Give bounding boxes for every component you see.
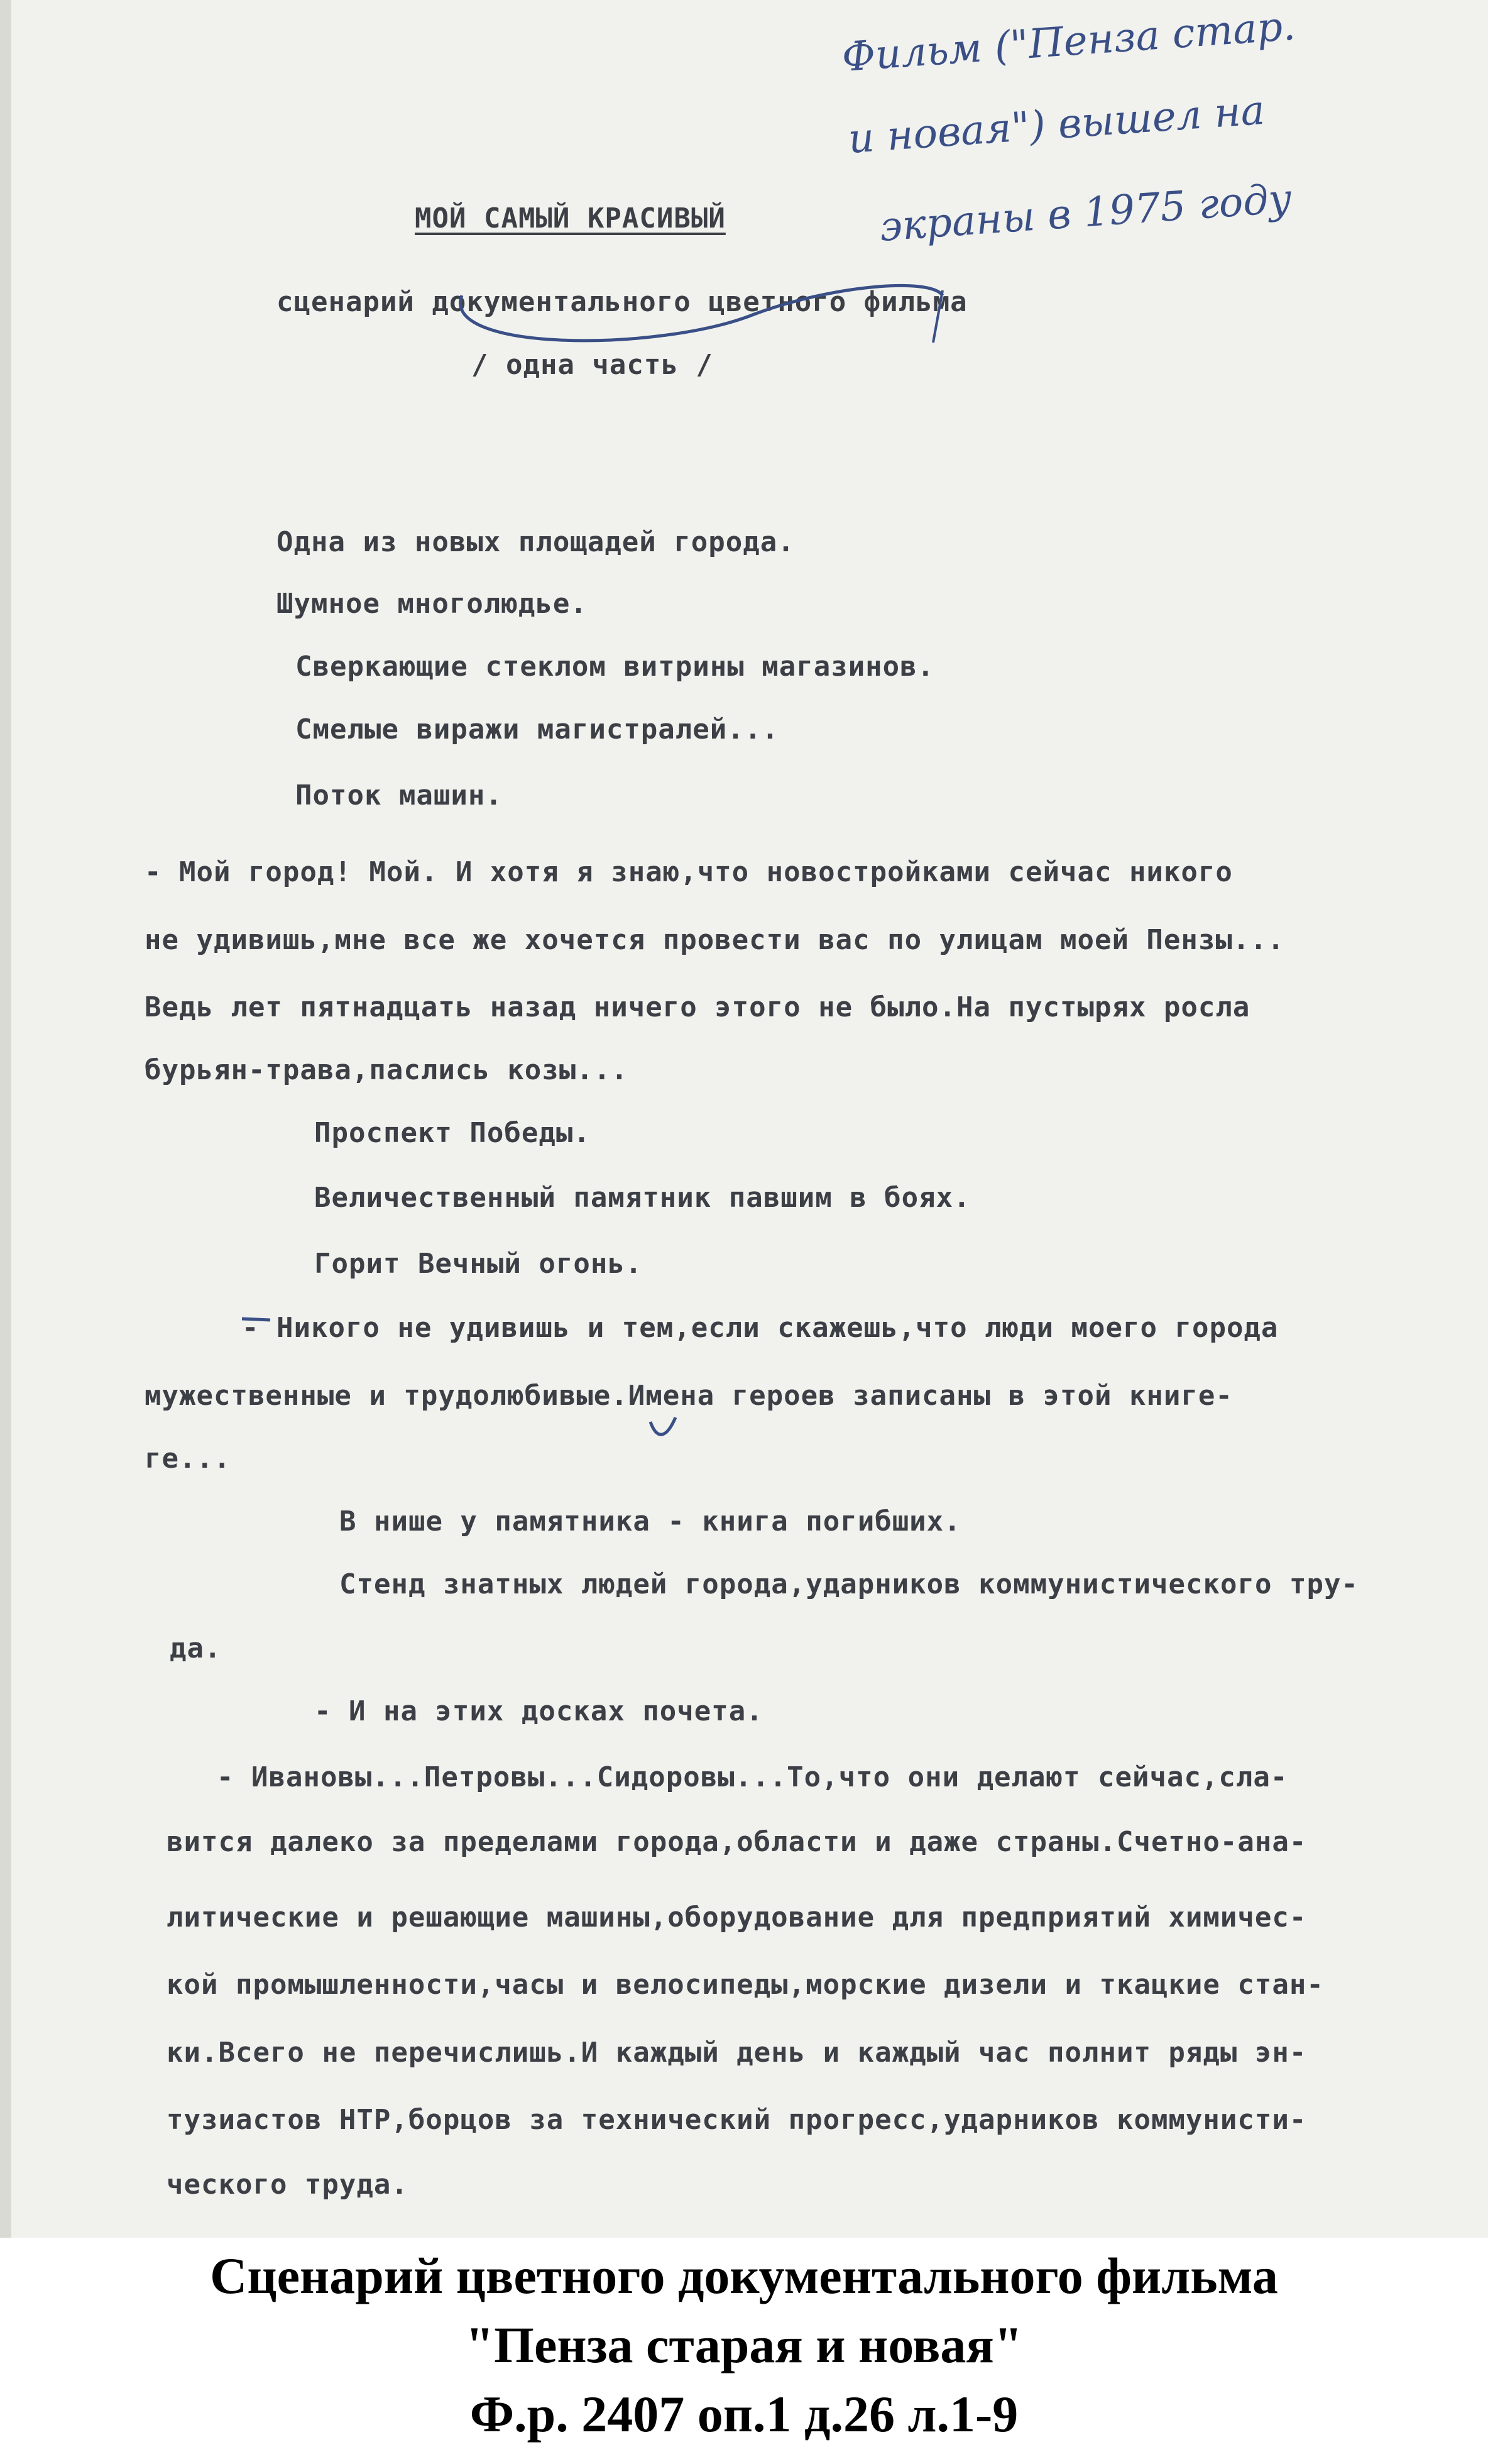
ink-underline-curve xyxy=(461,285,943,340)
caption-line-1: Сценарий цветного документального фильма xyxy=(210,2247,1278,2304)
text-line: Шумное многолюдье. xyxy=(276,588,588,620)
text-line: Поток машин. xyxy=(295,779,503,811)
document-title: МОЙ САМЫЙ КРАСИВЫЙ xyxy=(415,202,726,234)
handwritten-note-line-1: Фильм ("Пенза стар. xyxy=(840,3,1297,81)
document-part: / одна часть / xyxy=(471,349,713,381)
text-line: Ведь лет пятнадцать назад ничего этого не было.На пустырях росла xyxy=(145,991,1250,1023)
text-line: ге... xyxy=(145,1443,231,1475)
text-line: бурьян-трава,паслись козы... xyxy=(145,1054,628,1086)
text-line: Сверкающие стеклом витрины магазинов. xyxy=(295,651,935,683)
ink-tick-mark xyxy=(933,290,943,343)
text-line: не удивишь,мне все же хочется провести вас по улицам моей Пензы... xyxy=(145,924,1285,956)
text-line: - И на этих досках почета. xyxy=(314,1695,763,1727)
text-line: Стенд знатных людей города,ударников коммунистического тру- xyxy=(339,1568,1359,1600)
text-line: В нише у памятника - книга погибших. xyxy=(339,1505,961,1537)
text-line: вится далеко за пределами города,области и даже страны.Счетно-ана- xyxy=(167,1826,1307,1858)
handwritten-note-line-3: экраны в 1975 году xyxy=(878,175,1294,251)
text-line: Смелые виражи магистралей... xyxy=(295,713,779,745)
text-line: ческого труда. xyxy=(167,2169,408,2201)
text-line: - Мой город! Мой. И хотя я знаю,что новостройками сейчас никого xyxy=(145,856,1233,888)
text-line: Величественный памятник павшим в боях. xyxy=(314,1182,971,1214)
text-line: литические и решающие машины,оборудование для предприятий химичес- xyxy=(167,1901,1307,1933)
text-line: Одна из новых площадей города. xyxy=(276,526,795,558)
caption-line-3: Ф.р. 2407 оп.1 д.26 л.1-9 xyxy=(469,2385,1019,2443)
ink-caret xyxy=(650,1417,676,1434)
text-line: - Ивановы...Петровы...Сидоровы...То,что они делают сейчас,сла- xyxy=(217,1761,1288,1793)
caption-line-2: "Пенза старая и новая" xyxy=(465,2316,1023,2373)
text-line: Горит Вечный огонь. xyxy=(314,1248,643,1280)
handwritten-note-line-2: и новая") вышел на xyxy=(846,87,1267,163)
text-line: - Никого не удивишь и тем,если скажешь,что люди моего города xyxy=(242,1312,1279,1344)
document-subtitle: сценарий документального цветного фильма xyxy=(276,286,968,318)
text-line: кой промышленности,часы и велосипеды,морские дизели и ткацкие стан- xyxy=(167,1969,1324,2001)
text-line: тузиастов НТР,борцов за технический прогресс,ударников коммунисти- xyxy=(167,2104,1307,2136)
text-line: мужественные и трудолюбивые.Имена героев записаны в этой книге- xyxy=(145,1380,1233,1412)
text-line: Проспект Победы. xyxy=(314,1117,591,1149)
text-line: ки.Всего не перечислишь.И каждый день и каждый час полнит ряды эн- xyxy=(167,2037,1307,2069)
text-line: да. xyxy=(170,1632,222,1664)
